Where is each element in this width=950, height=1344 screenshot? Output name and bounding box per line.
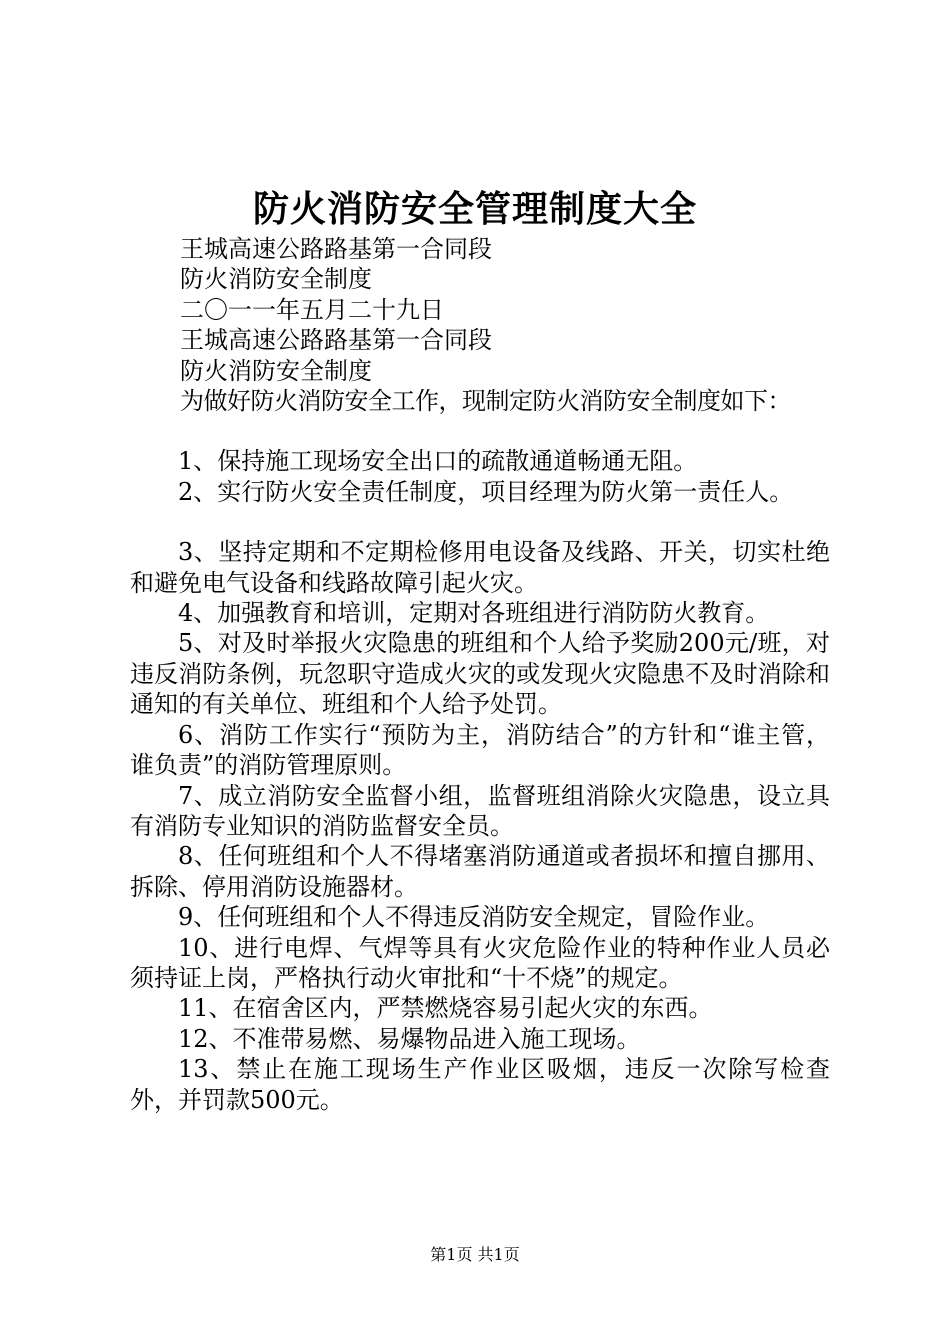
intro-paragraph: 为做好防火消防安全工作，现制定防火消防安全制度如下： — [180, 387, 791, 416]
header-line-date: 二〇一一年五月二十九日 — [180, 295, 444, 324]
rule-item-3: 3、坚持定期和不定期检修用电设备及线路、开关，切实杜绝和避免电气设备和线路故障引起火灾。 — [130, 538, 830, 597]
rule-item-1: 1、保持施工现场安全出口的疏散通道畅通无阻。 — [178, 447, 698, 476]
rule-item-10: 10、进行电焊、气焊等具有火灾危险作业的特种作业人员必须持证上岗，严格执行动火审批和“十不烧”的规定。 — [130, 933, 830, 992]
rule-item-13: 13、禁止在施工现场生产作业区吸烟，违反一次除写检查外，并罚款500元。 — [130, 1055, 830, 1114]
header-line-subject-repeat: 防火消防安全制度 — [180, 356, 372, 385]
paragraph-gap — [130, 507, 830, 537]
rule-item-12: 12、不准带易燃、易爆物品进入施工现场。 — [178, 1024, 641, 1053]
paragraph-gap — [130, 416, 830, 446]
header-line-project: 王城高速公路路基第一合同段 — [180, 235, 492, 263]
rule-item-7: 7、成立消防安全监督小组，监督班组消除火灾隐患，设立具有消防专业知识的消防监督安全员。 — [130, 781, 830, 840]
header-line-subject: 防火消防安全制度 — [180, 265, 372, 294]
header-line-project-repeat: 王城高速公路路基第一合同段 — [180, 326, 492, 355]
rule-item-6: 6、消防工作实行“预防为主，消防结合”的方针和“谁主管，谁负责”的消防管理原则。 — [130, 720, 830, 780]
rule-item-4: 4、加强教育和培训，定期对各班组进行消防防火教育。 — [178, 599, 770, 628]
rule-item-9: 9、任何班组和个人不得违反消防安全规定，冒险作业。 — [178, 903, 770, 932]
document-title: 防火消防安全管理制度大全 — [252, 188, 697, 230]
rule-item-5: 5、对及时举报火灾隐患的班组和个人给予奖励200元/班，对违反消防条例，玩忽职守造成火灾的或发现火灾隐患不及时消除和通知的有关单位、班组和个人给予处罚。 — [130, 629, 830, 719]
rule-item-11: 11、在宿舍区内，严禁燃烧容易引起火灾的东西。 — [178, 994, 713, 1023]
page-footer: 第1页 共1页 — [430, 1245, 520, 1264]
document-body — [130, 234, 830, 1115]
rule-item-8: 8、任何班组和个人不得堵塞消防通道或者损坏和擅自挪用、拆除、停用消防设施器材。 — [130, 842, 830, 901]
rule-item-2: 2、实行防火安全责任制度，项目经理为防火第一责任人。 — [178, 477, 794, 506]
